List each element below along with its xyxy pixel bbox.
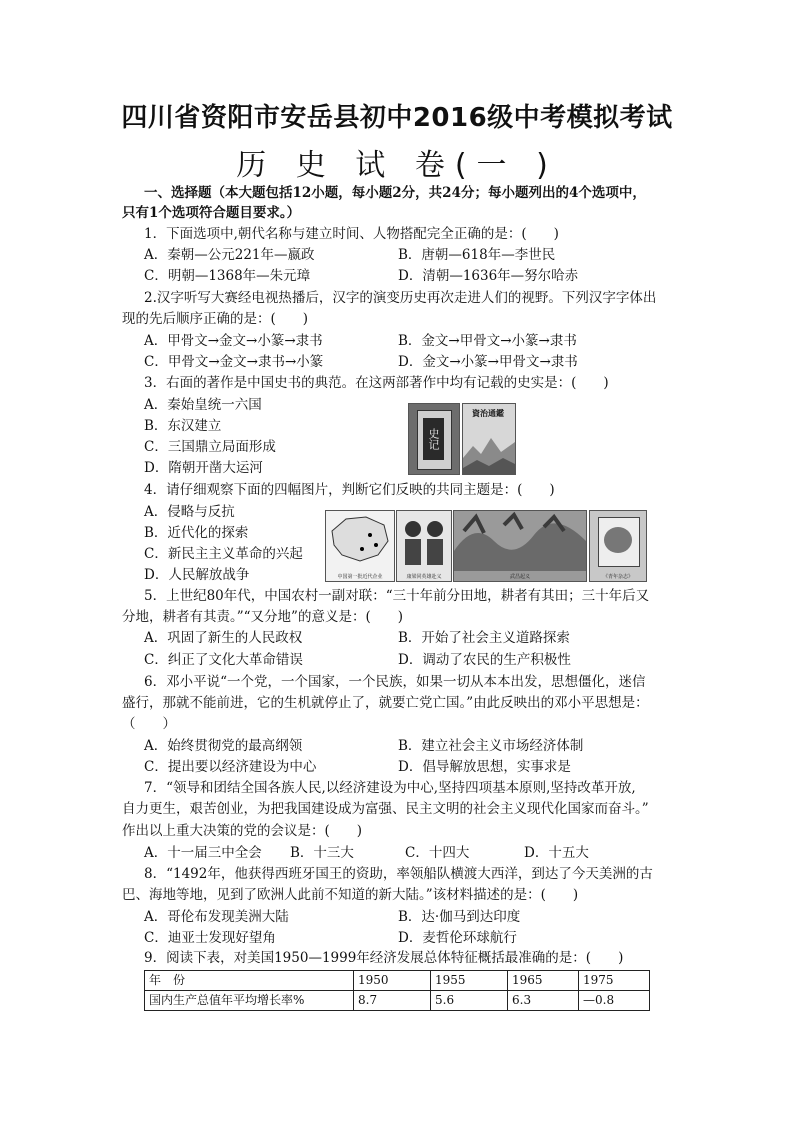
q8-option-c: C．迪亚士发现好望角 (144, 930, 276, 946)
q1-option-b: B．唐朝—618年—李世民 (398, 247, 556, 263)
section-heading-line1: 一、选择题（本大题包括12小题，每小题2分，共24分；每小题列出的4个选项中， (144, 185, 646, 201)
china-map-sketch (326, 511, 394, 571)
exam-subtitle: 历 史 试 卷(一 ) (236, 148, 558, 183)
table-header-cell: 1955 (431, 971, 508, 991)
q7-option-c: C．十四大 (405, 845, 470, 861)
q2-stem-line1: 2.汉字听写大赛经电视热播后，汉字的演变历史再次走进人们的视野。下列汉字字体出 (144, 290, 657, 306)
q8-stem-line2: 巴、海地等地，见到了欧洲人此前不知道的新大陆。”该材料描述的是：( ) (122, 887, 579, 903)
q7-option-b: B．十三大 (290, 845, 354, 861)
q5-stem-line1: 5．上世纪80年代，中国农村一副对联：“三十年前分田地，耕者有其田；三十年后又 (144, 588, 650, 604)
q1-option-c: C．明朝—1368年—朱元璋 (144, 268, 311, 284)
q2-option-c: C．甲骨文→金文→隶书→小篆 (144, 354, 324, 370)
q3-stem: 3．右面的著作是中国史书的典范。在这两部著作中均有记载的史实是：( ) (144, 375, 609, 391)
q5-option-c: C．纠正了文化大革命错误 (144, 652, 303, 668)
table-cell: 6.3 (508, 991, 579, 1011)
q2-stem-line2: 现的先后顺序正确的是：( ) (122, 311, 309, 327)
table-row (145, 991, 650, 1011)
zizhitongjian-book-image: 資治通鑑 (462, 403, 516, 475)
table-header-row (145, 971, 650, 991)
q4-option-d: D．人民解放战争 (144, 567, 250, 583)
q4-option-c: C．新民主主义革命的兴起 (144, 546, 303, 562)
q3-option-a: A．秦始皇统一六国 (144, 397, 262, 413)
table-header-cell: 年 份 (145, 971, 354, 991)
q7-option-a: A．十一届三中全会 (144, 845, 262, 861)
landscape-illustration (463, 428, 515, 474)
q8-option-a: A．哥伦布发现美洲大陆 (144, 909, 289, 925)
gdp-growth-table (144, 970, 650, 1011)
q4-map-image: 中国第一批近代企业 (325, 510, 395, 582)
q6-stem-line1: 6．邓小平说“一个党，一个国家，一个民族，如果一切从本本出发，思想僵化，迷信 (144, 674, 646, 690)
q4-uprising-image: 武昌起义 (453, 510, 587, 582)
q2-option-d: D．金文→小篆→甲骨文→隶书 (398, 354, 578, 370)
q5-option-b: B．开始了社会主义道路探索 (398, 630, 570, 646)
table-cell: 国内生产总值年平均增长率% (145, 991, 354, 1011)
q1-option-d: D．清朝—1636年—努尔哈赤 (398, 268, 579, 284)
q2-option-a: A．甲骨文→金文→小篆→隶书 (144, 333, 323, 349)
q7-stem-line2: 自力更生，艰苦创业，为把我国建设成为富强、民主文明的社会主义现代化国家而奋斗。” (122, 801, 649, 817)
q9-stem: 9．阅读下表，对美国1950—1999年经济发展总体特征概括最准确的是：( ) (144, 950, 624, 966)
q1-option-a: A．秦朝—公元221年—嬴政 (144, 247, 315, 263)
q3-option-c: C．三国鼎立局面形成 (144, 439, 276, 455)
q4-stem: 4．请仔细观察下面的四幅图片，判断它们反映的共同主题是：( ) (144, 482, 555, 498)
q4-option-b: B．近代化的探索 (144, 525, 249, 541)
portrait-sketch (397, 511, 451, 571)
q4-magazine-image: 《青年杂志》 (589, 510, 647, 582)
q6-option-c: C．提出要以经济建设为中心 (144, 759, 317, 775)
table-cell: 8.7 (354, 991, 431, 1011)
q5-option-a: A．巩固了新生的人民政权 (144, 630, 303, 646)
q1-stem: 1．下面选项中,朝代名称与建立时间、人物搭配完全正确的是：( ) (144, 226, 559, 242)
q4-option-a: A．侵略与反抗 (144, 504, 235, 520)
q8-option-b: B．达·伽马到达印度 (398, 909, 521, 925)
q8-option-d: D．麦哲伦环球航行 (398, 930, 517, 946)
q6-option-a: A．始终贯彻党的最高纲领 (144, 738, 303, 754)
q6-option-b: B．建立社会主义市场经济体制 (398, 738, 584, 754)
q7-option-d: D．十五大 (524, 845, 589, 861)
section-heading-line2: 只有1个选项符合题目要求。） (122, 205, 301, 221)
table-header-cell: 1965 (508, 971, 579, 991)
table-cell: 5.6 (431, 991, 508, 1011)
q3-option-d: D．隋朝开凿大运河 (144, 460, 263, 476)
q6-option-d: D．倡导解放思想，实事求是 (398, 759, 571, 775)
q6-stem-line2: 盛行，那就不能前进，它的生机就停止了，就要亡党亡国。”由此反映出的邓小平思想是： (122, 695, 649, 711)
q6-stem-line3: （ ） (122, 716, 176, 732)
q4-reformers-image: 康梁同英雄赴义 (396, 510, 452, 582)
q5-stem-line2: 分地，耕者有其责。”“又分地”的意义是：( ) (122, 609, 403, 625)
q8-stem-line1: 8．“1492年，他获得西班牙国王的资助，率领船队横渡大西洋，到达了今天美洲的古 (144, 866, 653, 882)
q2-option-b: B．金文→甲骨文→小篆→隶书 (398, 333, 577, 349)
table-header-cell: 1975 (579, 971, 650, 991)
exam-title: 四川省资阳市安岳县初中2016级中考模拟考试 (121, 103, 673, 133)
shiji-book-image: 史记 (408, 403, 460, 475)
q3-option-b: B．东汉建立 (144, 418, 222, 434)
relief-sculpture-sketch (454, 511, 586, 571)
q7-stem-line3: 作出以上重大决策的党的会议是：( ) (122, 823, 363, 839)
table-cell: —0.8 (579, 991, 650, 1011)
table-header-cell: 1950 (354, 971, 431, 991)
q5-option-d: D．调动了农民的生产积极性 (398, 652, 571, 668)
q7-stem-line1: 7．“领导和团结全国各族人民,以经济建设为中心,坚持四项基本原则,坚持改革开放, (144, 780, 636, 796)
